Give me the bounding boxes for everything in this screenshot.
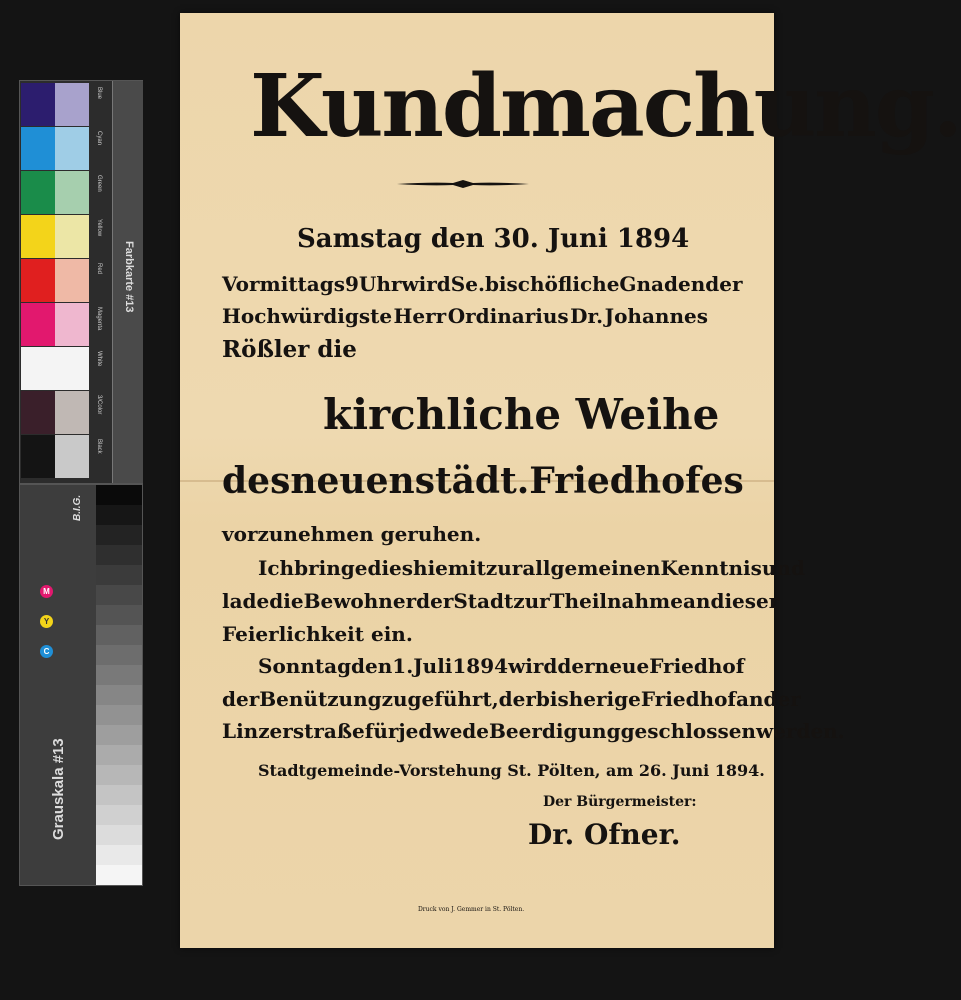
gray-step [96,725,142,745]
text-line-9 [222,687,801,711]
word: Friedhofes [529,460,744,502]
word: bisherige [535,687,641,711]
word: Se. [450,272,485,296]
gray-step [96,745,142,765]
word: Beerdigung [489,719,621,743]
gray-step [96,525,142,545]
word: wird [401,272,451,296]
word: werden. [755,719,845,743]
word: dies [367,556,414,580]
word: der [416,589,454,613]
word: wird [508,654,558,678]
swatch-label: White [96,351,102,367]
grayscale-title: Grauskala #13 [50,738,67,840]
gray-step [96,565,142,585]
gray-step [96,825,142,845]
printer-imprint: Druck von J. Gemmer in St. Pölten. [418,906,525,913]
text-line-8 [258,654,745,678]
text-line-3: Rößler die [222,336,357,363]
word: der [498,687,536,711]
word: Linzerstraße [222,719,365,743]
text-line-10 [222,719,845,743]
word: Juli [413,654,453,678]
gray-step [96,485,142,505]
swatch-cyan-light [55,127,89,170]
grayscale-card [19,484,143,886]
swatch-blue-light [55,83,89,126]
gray-step [96,785,142,805]
word: Theilnahme [549,589,683,613]
gray-step [96,625,142,645]
color-target-card [19,80,143,484]
word: 1894 [452,654,509,678]
swatch-blue-dark [21,83,55,126]
mayor-role: Der Bürgermeister: [543,794,697,810]
word: neuen [290,460,415,502]
word: Sonntag [258,654,352,678]
word: zur [485,556,523,580]
word: der [222,687,260,711]
gray-step [96,505,142,525]
text-line-5 [258,556,805,580]
grayscale-ruler [20,485,96,885]
word: Friedhof [649,654,745,678]
swatch-green-light [55,171,89,214]
word: und [761,556,805,580]
word: Ordinarius [447,304,569,328]
text-line-4: vorzunehmen geruhen. [222,522,482,546]
gray-step [96,805,142,825]
swatch-label: Yellow [96,219,102,237]
text-line-1 [222,272,743,296]
word: Benützung [259,687,382,711]
swatch-label: Cyan [96,131,102,146]
word: der [557,654,595,678]
swatch-label: 3/Color [96,395,102,415]
text-line-6 [222,589,780,613]
word: Johannes [604,304,708,328]
swatch-red-dark [21,259,55,302]
word: dieser [710,589,780,613]
word: jedwede [398,719,490,743]
gray-step [96,665,142,685]
color-target-title: Farbkarte #13 [123,241,135,313]
swatch-3-color-dark [21,391,55,434]
swatch-black-light [55,435,89,478]
swatch-label: Red [96,263,102,275]
gray-step [96,545,142,565]
word: Friedhof [640,687,737,711]
swatch-magenta-light [55,303,89,346]
ornament-divider [397,179,529,189]
gray-step [96,865,142,885]
gray-step [96,585,142,605]
authority-line: Stadtgemeinde-Vorstehung St. Pölten, am 26. Juni 1894. [258,761,765,780]
word: 9 [345,272,359,296]
word: zugeführt, [381,687,499,711]
swatch-magenta-dark [21,303,55,346]
word: 1. [392,654,414,678]
swatch-white-light [55,347,89,390]
word: den [351,654,393,678]
word: Stadt [453,589,514,613]
word: der [763,687,801,711]
gray-step [96,605,142,625]
swatch-cyan-dark [21,127,55,170]
text-line-7: Feierlichkeit ein. [222,622,413,646]
word: bringe [294,556,368,580]
word: der [705,272,743,296]
word: Bewohner [303,589,417,613]
word: zur [513,589,550,613]
word: neue [594,654,650,678]
word: hiemit [413,556,486,580]
headline-cemetery [222,460,744,502]
word: bischöfliche [484,272,620,296]
swatch-3-color-light [55,391,89,434]
word: die [269,589,304,613]
gray-step [96,845,142,865]
word: für [364,719,399,743]
swatch-label: Green [96,175,102,192]
word: städt. [414,460,530,502]
swatch-label: Blue [96,87,102,100]
word: Kenntnis [660,556,762,580]
word: Hochwürdigste [222,304,393,328]
color-target-ruler [112,81,143,483]
word: Herr [393,304,447,328]
swatch-black-dark [21,435,55,478]
word: Gnaden [619,272,706,296]
swatch-yellow-light [55,215,89,258]
word: allgemeinen [522,556,661,580]
headline-consecration: kirchliche Weihe [323,390,720,439]
yellow-dot-icon: Y [40,615,53,628]
cyan-dot-icon: C [40,645,53,658]
swatch-label: Magenta [96,307,102,331]
word: lade [222,589,270,613]
word: geschlossen [620,719,756,743]
text-line-2 [222,304,708,328]
swatch-white-dark [21,347,55,390]
word: an [736,687,764,711]
gray-step [96,705,142,725]
swatch-green-dark [21,171,55,214]
grayscale-brand: B.I.G. [72,494,83,521]
gray-step [96,645,142,665]
notice-title: Kundmachung. [250,56,961,157]
swatch-label: Black [96,439,102,454]
word: Uhr [358,272,402,296]
word: Dr. [570,304,604,328]
magenta-dot-icon: M [40,585,53,598]
swatch-red-light [55,259,89,302]
word: an [682,589,711,613]
gray-step [96,765,142,785]
word: Vormittags [222,272,345,296]
word: des [222,460,291,502]
gray-step [96,685,142,705]
word: Ich [258,556,295,580]
date-line: Samstag den 30. Juni 1894 [297,224,690,254]
swatch-yellow-dark [21,215,55,258]
mayor-signature: Dr. Ofner. [528,818,681,851]
